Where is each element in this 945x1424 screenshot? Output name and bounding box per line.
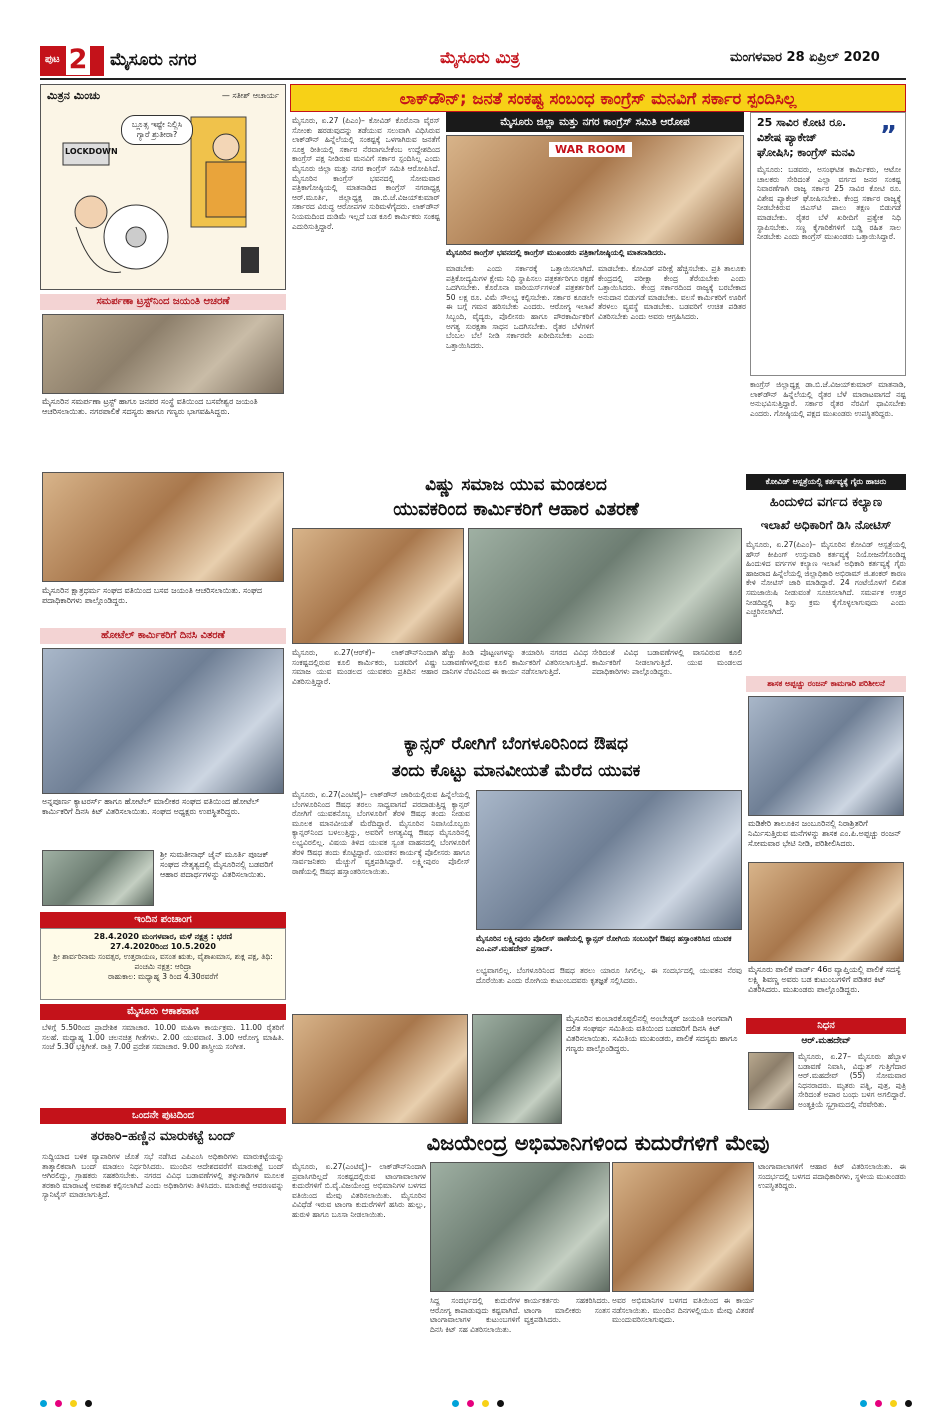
cancer-col-right: ಲಭ್ಯವಾಗಲಿಲ್ಲ. ಬೆಂಗಳೂರಿನಿಂದ ಔಷಧ ತರಲು ಯಾರೂ ಸಿಗಲಿಲ್ಲ. ಈ ಸಂದರ್ಭದಲ್ಲಿ ಯುವಕನ ನೆರವು ದೊರೆಯಿತು ಎಂದು ರೋಗಿಯ ಕುಟುಂಬದವರು ಕೃತಜ್ಞತೆ ಸಲ್ಲಿಸಿದರು.: [476, 966, 742, 985]
lead-photo: [446, 135, 744, 245]
registration-dots-right: [860, 1392, 915, 1411]
cartoon-title: ಮಿತ್ರನ ಮಿಂಚು: [47, 89, 101, 102]
vishnu-photo-1: [292, 528, 464, 644]
ambedkar-photo-1: [292, 1014, 468, 1124]
page-label: ಪುಟ: [45, 54, 60, 65]
page-number: 2: [66, 45, 90, 75]
photo-kshatra: [42, 472, 284, 582]
vishnu-col3: ಸೇರಿದಂತೆ ವಿವಿಧ ಬಡಾವಣೆಗಳಲ್ಲಿ ವಾಸವಿರುವ ಕೂಲಿ ಕಾರ್ಮಿಕರಿಗೆ ನೀಡಲಾಗುತ್ತಿದೆ. ಯುವ ಮಂಡಲದ ಪದಾಧಿಕಾರಿಗಳು ಪಾಲ್ಗೊಂಡಿದ್ದರು.: [592, 648, 742, 677]
ward-caption: ಮೈಸೂರು ಪಾಲಿಕೆ ವಾರ್ಡ್ 46ರ ವ್ಯಾಪ್ತಿಯಲ್ಲಿ ಪಾಲಿಕೆ ಸದಸ್ಯೆ ಲಕ್ಷ್ಮಿ ಶಿವಣ್ಣ ಅವರು ಬಡ ಕುಟುಂಬಗಳಿಗೆ ಪಡಿತರ ಕಿಟ್ ವಿತರಿಸಿದರು. ಮುಖಂಡರು ಪಾಲ್ಗೊಂಡಿದ್ದರು.: [748, 965, 901, 994]
dot-icon: [497, 1400, 504, 1407]
lead-col2: ಮಾಡಬೇಕು ಎಂದು ಸರ್ಕಾರಕ್ಕೆ ಒತ್ತಾಯಿಸಲಾಗಿದೆ. ಪತ್ರಿಕೋದ್ಯಮಿಗಳ ಕ್ಷೇಮ ನಿಧಿ ಸ್ಥಾಪಿಸಲು ಪತ್ರಕರ್ತರಿಗೂ ರಕ್ಷಣೆ ಒದಗಿಸಬೇಕು. ಕೊರೊನಾ ವಾರಿಯರ್ಸ್‌ಗಳಂತೆ ಪತ್ರಕರ್ತರಿಗೆ 50 ಲಕ್ಷ ರೂ. ವಿಮೆ ಸೌಲಭ್ಯ ಕಲ್ಪಿಸಬೇಕು. ಸರ್ಕಾರ ಕೂಡಲೇ ಈ ಬಗ್ಗೆ ಗಮನ ಹರಿಸಬೇಕು ಎಂದರು. ಆರೋಗ್ಯ ಇಲಾಖೆ ಸಿಬ್ಬಂದಿ, ವೈದ್ಯರು, ಪೊಲೀಸರು ಹಾಗೂ ಪೌರಕಾರ್ಮಿಕರಿಗೆ ಅಗತ್ಯ ಸುರಕ್ಷತಾ ಸಾಧನ ಒದಗಿಸಬೇಕು. ರೈತರ ಬೆಳೆಗಳಿಗೆ ಬೆಂಬಲ ಬೆಲೆ ನೀಡಿ ಸರ್ಕಾರವೇ ಖರೀದಿಸಬೇಕು ಎಂದು ಒತ್ತಾಯಿಸಿದರು.: [446, 264, 594, 350]
registration-dots-left: [40, 1392, 95, 1411]
obituary-title: ನಿಧನ: [746, 1018, 906, 1034]
dot-icon: [70, 1400, 77, 1407]
covid-notice-body: ಮೈಸೂರು, ಏ.27(ಪಿಎಂ)– ಮೈಸೂರಿನ ಕೋವಿಡ್ ಆಸ್ಪತ್ರೆಯಲ್ಲಿ ಹೌಸ್ ಕೀಪಿಂಗ್ ಉಸ್ತುವಾರಿ ಕರ್ತವ್ಯಕ್ಕೆ ನಿಯೋಜನೆಗೊಂಡಿದ್ದ ಹಿಂದುಳಿದ ವರ್ಗಗಳ ಕಲ್ಯಾಣ ಇಲಾಖೆ ಅಧಿಕಾರಿ ಕರ್ತವ್ಯಕ್ಕೆ ಗೈರು ಹಾಜರಾದ ಹಿನ್ನೆಲೆಯಲ್ಲಿ ಜಿಲ್ಲಾಧಿಕಾರಿ ಅಭಿರಾಮ್ ಜಿ.ಶಂಕರ್ ಕಾರಣ ಕೇಳಿ ನೋಟಿಸ್ ಜಾರಿ ಮಾಡಿದ್ದಾರೆ. 24 ಗಂಟೆಯೊಳಗೆ ಲಿಖಿತ ಸಮಜಾಯಿಷಿ ನೀಡುವಂತೆ ಸೂಚಿಸಲಾಗಿದೆ. ಸಮರ್ಪಕ ಉತ್ತರ ನೀಡದಿದ್ದಲ್ಲಿ ಶಿಸ್ತು ಕ್ರಮ ಕೈಗೊಳ್ಳಲಾಗುವುದು ಎಂದು ಎಚ್ಚರಿಸಲಾಗಿದೆ.: [746, 540, 906, 617]
war-room-sign: WAR ROOM: [549, 142, 632, 157]
covid-notice-head2: ಇಲಾಖೆ ಅಧಿಕಾರಿಗೆ ಡಿಸಿ ನೋಟಿಸ್: [760, 518, 892, 532]
obituary-body: ಮೈಸೂರು, ಏ.27– ಮೈಸೂರು ಹೆಬ್ಬಾಳ ಬಡಾವಣೆ ನಿವಾಸಿ, ವಿದ್ಯುತ್ ಗುತ್ತಿಗೆದಾರ ಆರ್.ಮಹದೇವ್ (55) ಸೋಮವಾರ ನಿಧನರಾದರು. ಮೃತರು ಪತ್ನಿ, ಪುತ್ರ, ಪುತ್ರಿ ಸೇರಿದಂತೆ ಅಪಾರ ಬಂಧು ಬಳಗ ಅಗಲಿದ್ದಾರೆ. ಅಂತ್ಯಕ್ರಿಯೆ ಸ್ವಗ್ರಾಮದಲ್ಲಿ ನೆರವೇರಿತು.: [798, 1052, 906, 1109]
vijay-col5: ಟಾಂಗಾವಾಲಾಗಳಿಗೆ ಆಹಾರ ಕಿಟ್ ವಿತರಿಸಲಾಯಿತು. ಈ ಸಂದರ್ಭದಲ್ಲಿ ಬಳಗದ ಪದಾಧಿಕಾರಿಗಳು, ಸ್ಥಳೀಯ ಮುಖಂಡರು ಉಪಸ್ಥಿತರಿದ್ದರು.: [758, 1162, 906, 1191]
paper-name: ಮೈಸೂರು ಮಿತ್ರ: [440, 48, 520, 67]
vishnu-col1: ಮೈಸೂರು, ಏ.27(ಆರ್‌ಕೆ)– ಲಾಕ್‌ಡೌನ್‌ನಿಂದಾಗಿ ಸಂಕಷ್ಟದಲ್ಲಿರುವ ಕೂಲಿ ಕಾರ್ಮಿಕರು, ಬಡವರಿಗೆ ವಿಷ್ಣು ಸಮಾಜ ಯುವ ಮಂಡಲದ ಯುವಕರು ಪ್ರತಿದಿನ ಆಹಾರ ವಿತರಿಸುತ್ತಿದ್ದಾರೆ.: [292, 648, 438, 686]
cartoon-author: — ಸತೀಶ್ ಆಚಾರ್ಯ: [221, 91, 279, 100]
registration-dots-center: [452, 1392, 507, 1411]
vishnu-headline-1: ವಿಷ್ಣು ಸಮಾಜ ಯುವ ಮಂಡಲದ: [425, 475, 607, 495]
special-package-box: [750, 112, 906, 376]
ribbon-samarpana: ಸಮರ್ಪಣಾ ಟ್ರಸ್ಟ್‌ನಿಂದ ಜಯಂತಿ ಆಚರಣೆ: [40, 294, 286, 310]
cartoon-speech-bubble: ಬ್ಲೂತ್ಸ ಇಷ್ಟೇ ನಿಲ್ಲಿಸಿ ಗ್ಯಾರೆ ಶ್ರುತೀರಾ?: [121, 115, 193, 145]
cartoon-box: [40, 84, 286, 290]
page-number-box: [40, 46, 104, 76]
vijay-photo-1: [430, 1162, 610, 1292]
cancer-photo: [476, 790, 742, 930]
photo-samarpana: [42, 314, 284, 394]
panchanga-line2: 27.4.2020ರಿಂದ 10.5.2020: [110, 942, 216, 951]
vijay-col3: ಕಾರ್ಯಕರ್ತರು ಸಹಕರಿಸಿದರು. ಟಾಂಗಾ ಮಾಲೀಕರು ಸಂತಸ ವ್ಯಕ್ತಪಡಿಸಿದರು.: [524, 1296, 610, 1325]
photo-jain-sangha: [42, 850, 154, 906]
vijay-col2: ಸಿದ್ದ ಸಂದರ್ಭದಲ್ಲಿ ಕುದುರೆಗಳ ಆರೋಗ್ಯ ಕಾಪಾಡುವುದು ಕಷ್ಟವಾಗಿದೆ. ಟಾಂಗಾವಾಲಾಗಳ ಕುಟುಂಬಗಳಿಗೆ ದಿನಸಿ ಕಿಟ್ ಸಹ ವಿತರಿಸಲಾಯಿತು.: [430, 1296, 520, 1334]
dot-icon: [467, 1400, 474, 1407]
covid-notice-head1: ಹಿಂದುಳಿದ ವರ್ಗದ ಕಲ್ಯಾಣ: [769, 495, 883, 510]
ward-photo: [748, 862, 904, 962]
package-title-b: ವಿಶೇಷ ಪ್ಯಾಕೇಜ್: [757, 131, 818, 144]
lead-col1: ಮೈಸೂರು, ಏ.27 (ಪಿಎಂ)– ಕೋವಿಡ್ ಕೊರೊನಾ ವೈರಸ್ ಸೋಂಕು ಹರಡುವುದನ್ನು ತಡೆಯುವ ಸಲುವಾಗಿ ವಿಧಿಸಿರುವ ಲಾಕ್‌ಡೌನ್ ಹಿನ್ನೆಲೆಯಲ್ಲಿ ಸಂಕಷ್ಟಕ್ಕೆ ಒಳಗಾಗಿರುವ ಜನತೆಗೆ ಸೂಕ್ತ ರೀತಿಯಲ್ಲಿ ಸರ್ಕಾರ ನೆರವಾಗಬೇಕೆಂಬ ಉದ್ದೇಶದಿಂದ ಕಾಂಗ್ರೆಸ್ ಪಕ್ಷ ನೀಡಿರುವ ಮನವಿಗೆ ಸರ್ಕಾರ ಸ್ಪಂದಿಸಿಲ್ಲ ಎಂದು ಮೈಸೂರು ಜಿಲ್ಲಾ ಮತ್ತು ನಗರ ಕಾಂಗ್ರೆಸ್ ಸಮಿತಿ ಆರೋಪಿಸಿದೆ. ಮೈಸೂರಿನ ಕಾಂಗ್ರೆಸ್ ಭವನದಲ್ಲಿ ಸೋಮವಾರ ಪತ್ರಿಕಾಗೋಷ್ಠಿಯಲ್ಲಿ ಮಾತನಾಡಿದ ಕಾಂಗ್ರೆಸ್ ನಗರಾಧ್ಯಕ್ಷ ಆರ್.ಮೂರ್ತಿ, ಜಿಲ್ಲಾಧ್ಯಕ್ಷ ಡಾ.ಬಿ.ಜೆ.ವಿಜಯ್‌ಕುಮಾರ್ ಸರ್ಕಾರದ ವಿರುದ್ಧ ಆರೋಪಗಳ ಸುರಿಮಳೆಗೈದರು. ಲಾಕ್‌ಡೌನ್ ನಿಯಮದಿಂದ ದುಡಿಮೆ ಇಲ್ಲದೆ ಬಡ ಕೂಲಿ ಕಾರ್ಮಿಕರು ಸಂಕಷ್ಟ ಎದುರಿಸುತ್ತಿದ್ದಾರೆ.: [292, 116, 440, 231]
dot-icon: [55, 1400, 62, 1407]
quote-mark-icon: ”: [879, 121, 897, 151]
masthead-rule: [40, 78, 906, 80]
covid-ribbon: ಕೋವಿಡ್ ಆಸ್ಪತ್ರೆಯಲ್ಲಿ ಕರ್ತವ್ಯಕ್ಕೆ ಗೈರು ಹಾಜರು: [746, 474, 906, 490]
lead-headline: ಲಾಕ್‌ಡೌನ್; ಜನತೆ ಸಂಕಷ್ಟ ಸಂಬಂಧ ಕಾಂಗ್ರೆಸ್ ಮನವಿಗೆ ಸರ್ಕಾರ ಸ್ಪಂದಿಸಿಲ್ಲ: [290, 84, 906, 112]
ambedkar-caption: ಮೈಸೂರಿನ ಕುಂಬಾರಕೊಪ್ಪಲಿನಲ್ಲಿ ಅಂಬೇಡ್ಕರ್ ಜಯಂತಿ ಅಂಗವಾಗಿ ದಲಿತ ಸಂಘರ್ಷ ಸಮಿತಿಯ ವತಿಯಿಂದ ಬಡವರಿಗೆ ದಿನಸಿ ಕಿಟ್ ವಿತರಿಸಲಾಯಿತು. ಸಮಿತಿಯ ಮುಖಂಡರು, ಪಾಲಿಕೆ ಸದಸ್ಯರು ಹಾಗೂ ಗಣ್ಯರು ಪಾಲ್ಗೊಂಡಿದ್ದರು.: [566, 1014, 738, 1053]
cancer-photo-caption: ಮೈಸೂರಿನ ಲಕ್ಷ್ಮೀಪುರಂ ಪೊಲೀಸ್ ಠಾಣೆಯಲ್ಲಿ ಕ್ಯಾನ್ಸರ್ ರೋಗಿಯ ಸಂಬಂಧಿಗೆ ಔಷಧ ಹಸ್ತಾಂತರಿಸಿದ ಯುವಕ ಎಂ.ಎನ್.ಮಹದೇವ್ ಪ್ರಸಾದ್.: [476, 934, 732, 953]
mla-ribbon: ಶಾಸಕ ಅಪ್ಪಚ್ಚು ರಂಜನ್ ಕಾಮಗಾರಿ ಪರಿಶೀಲನೆ: [746, 676, 906, 692]
mla-photo: [748, 696, 904, 816]
vijay-headline: ವಿಜಯೇಂದ್ರ ಅಭಿಮಾನಿಗಳಿಂದ ಕುದುರೆಗಳಿಗೆ ಮೇವು: [426, 1131, 770, 1155]
panchanga-line1: 28.4.2020 ಮಂಗಳವಾರ, ಮಳೆ ನಕ್ಷತ್ರ : ಭರಣಿ: [93, 932, 233, 941]
photo-hotel-workers: [42, 648, 284, 794]
package-title-c: ಘೋಷಿಸಿ; ಕಾಂಗ್ರೆಸ್ ಮನವಿ: [757, 146, 855, 159]
vishnu-col2: ಹೆಚ್ಚು ತಿಂಡಿ ಪೊಟ್ಟಣಗಳನ್ನು ತಯಾರಿಸಿ ನಗರದ ವಿವಿಧ ಬಡಾವಣೆಗಳಲ್ಲಿರುವ ಕೂಲಿ ಕಾರ್ಮಿಕರಿಗೆ ವಿತರಿಸಲಾಗುತ್ತಿದೆ. ದಾನಿಗಳ ನೆರವಿನಿಂದ ಈ ಕಾರ್ಯ ನಡೆಸಲಾಗುತ್ತಿದೆ.: [442, 648, 588, 677]
dot-icon: [905, 1400, 912, 1407]
panchanga-line4: ರಾಹುಕಾಲ: ಮಧ್ಯಾಹ್ನ 3 ರಿಂದ 4.30ರವರೆಗೆ: [107, 972, 219, 981]
mla-caption: ಮಡಿಕೇರಿ ತಾಲೂಕಿನ ಜಂಬೂರಿನಲ್ಲಿ ನಿರಾಶ್ರಿತರಿಗೆ ನಿರ್ಮಿಸುತ್ತಿರುವ ಮನೆಗಳನ್ನು ಶಾಸಕ ಎಂ.ಪಿ.ಅಪ್ಪಚ್ಚು ರಂಜನ್ ಸೋಮವಾರ ಭೇಟಿ ನೀಡಿ, ಪರಿಶೀಲಿಸಿದರು.: [748, 819, 902, 848]
vishnu-headline-2: ಯುವಕರಿಂದ ಕಾರ್ಮಿಕರಿಗೆ ಆಹಾರ ವಿತರಣೆ: [393, 499, 639, 520]
cartoon-lockdown-sign: LOCKDOWN: [65, 147, 118, 156]
cancer-headline-2: ತಂದು ಕೊಟ್ಟು ಮಾನವೀಯತೆ ಮೆರೆದ ಯುವಕ: [391, 761, 641, 781]
package-body: ಮೈಸೂರು: ಬಡವರು, ಅಸಂಘಟಿತ ಕಾರ್ಮಿಕರು, ಆಟೋ ಚಾಲಕರು ಸೇರಿದಂತೆ ಎಲ್ಲಾ ವರ್ಗದ ಜನರ ಸಂಕಷ್ಟ ನಿವಾರಣೆಗಾಗಿ ರಾಜ್ಯ ಸರ್ಕಾರ 25 ಸಾವಿರ ಕೋಟಿ ರೂ. ವಿಶೇಷ ಪ್ಯಾಕೇಜ್ ಘೋಷಿಸಬೇಕು. ಕೇಂದ್ರ ಸರ್ಕಾರ ರಾಜ್ಯಕ್ಕೆ ನೀಡಬೇಕಿರುವ ಜಿಎಸ್‌ಟಿ ಪಾಲು ತಕ್ಷಣ ಬಿಡುಗಡೆ ಮಾಡಬೇಕು. ರೈತರ ಬೆಳೆ ಖರೀದಿಗೆ ಪ್ರತ್ಯೇಕ ನಿಧಿ ಸ್ಥಾಪಿಸಬೇಕು. ಸಣ್ಣ ಕೈಗಾರಿಕೆಗಳಿಗೆ ಬಡ್ಡಿ ರಹಿತ ಸಾಲ ನೀಡಬೇಕು ಎಂದು ಕಾಂಗ್ರೆಸ್ ಮುಖಂಡರು ಒತ್ತಾಯಿಸಿದ್ದಾರೆ.: [757, 165, 901, 242]
cancer-headline-1: ಕ್ಯಾನ್ಸರ್ ರೋಗಿಗೆ ಬೆಂಗಳೂರಿನಿಂದ ಔಷಧ: [403, 734, 629, 754]
panchanga-box: [40, 928, 286, 1000]
issue-date: ಮಂಗಳವಾರ 28 ಏಪ್ರಿಲ್ 2020: [730, 50, 880, 65]
ribbon-hotel-workers: ಹೋಟೆಲ್ ಕಾರ್ಮಿಕರಿಗೆ ದಿನಸಿ ವಿತರಣೆ: [40, 628, 286, 644]
obituary-portrait: [748, 1052, 794, 1110]
radio-title: ಮೈಸೂರು ಆಕಾಶವಾಣಿ: [40, 1004, 286, 1020]
dot-icon: [890, 1400, 897, 1407]
lead-col3: ಮಾಡಬೇಕು. ಕೋವಿಡ್ ಪರೀಕ್ಷೆ ಹೆಚ್ಚಿಸಬೇಕು. ಪ್ರತಿ ತಾಲೂಕು ಕೇಂದ್ರದಲ್ಲಿ ಪರೀಕ್ಷಾ ಕೇಂದ್ರ ತೆರೆಯಬೇಕು ಎಂದು ಒತ್ತಾಯಿಸಿದರು. ಕೇಂದ್ರ ಸರ್ಕಾರದಿಂದ ರಾಜ್ಯಕ್ಕೆ ಬರಬೇಕಾದ ಅನುದಾನ ಬಿಡುಗಡೆ ಮಾಡಬೇಕು. ವಲಸೆ ಕಾರ್ಮಿಕರಿಗೆ ಊರಿಗೆ ತೆರಳಲು ವ್ಯವಸ್ಥೆ ಮಾಡಬೇಕು. ಬಡವರಿಗೆ ಉಚಿತ ಪಡಿತರ ವಿತರಿಸಬೇಕು ಎಂದು ಅವರು ಆಗ್ರಹಿಸಿದರು.: [598, 264, 746, 321]
vijay-col4: ಅವರ ಅಭಿಮಾನಿಗಳ ಬಳಗದ ವತಿಯಿಂದ ಈ ಕಾರ್ಯ ನಡೆಸಲಾಯಿತು. ಮುಂದಿನ ದಿನಗಳಲ್ಲಿಯೂ ಮೇವು ವಿತರಣೆ ಮುಂದುವರಿಸಲಾಗುವುದು.: [612, 1296, 754, 1325]
dot-icon: [860, 1400, 867, 1407]
dot-icon: [85, 1400, 92, 1407]
vijay-photo-2: [612, 1162, 754, 1292]
panchanga-title: ಇಂದಿನ ಪಂಚಾಂಗ: [40, 912, 286, 928]
caption-hotel-workers: ಅನ್ನಪೂರ್ಣ ಕ್ಯಾಟರರ್ಸ್ ಹಾಗೂ ಹೋಟೆಲ್ ಮಾಲೀಕರ ಸಂಘದ ವತಿಯಿಂದ ಹೋಟೆಲ್ ಕಾರ್ಮಿಕರಿಗೆ ದಿನಸಿ ಕಿಟ್ ವಿತರಿಸಲಾಯಿತು. ಸಂಘದ ಅಧ್ಯಕ್ಷರು ಉಪಸ್ಥಿತರಿದ್ದರು.: [42, 797, 260, 816]
panchanga-line3: ಶ್ರೀ ಶಾರ್ವರಿನಾಮ ಸಂವತ್ಸರ, ಉತ್ತರಾಯಣ, ವಸಂತ ಋತು, ವೈಶಾಖಮಾಸ, ಶುಕ್ಲ ಪಕ್ಷ, ತಿಥಿ: ಪಂಚಮಿ ನಕ್ಷತ್ರ: ಆರಿದ್ರಾ: [53, 952, 273, 971]
dot-icon: [482, 1400, 489, 1407]
package-title-a: 25 ಸಾವಿರ ಕೋಟಿ ರೂ.: [757, 116, 847, 129]
lead-subhead: ಮೈಸೂರು ಜಿಲ್ಲಾ ಮತ್ತು ನಗರ ಕಾಂಗ್ರೆಸ್ ಸಮಿತಿ ಆರೋಪ: [446, 112, 744, 132]
vishnu-photo-2: [468, 528, 742, 644]
dot-icon: [875, 1400, 882, 1407]
section-name: ಮೈಸೂರು ನಗರ: [110, 50, 197, 70]
obituary-name: ಆರ್.ಮಹದೇವ್: [801, 1036, 851, 1046]
dot-icon: [40, 1400, 47, 1407]
lead-continued: ಕಾಂಗ್ರೆಸ್ ಜಿಲ್ಲಾಧ್ಯಕ್ಷ ಡಾ.ಬಿ.ಜೆ.ವಿಜಯ್‌ಕುಮಾರ್ ಮಾತನಾಡಿ, ಲಾಕ್‌ಡೌನ್ ಹಿನ್ನೆಲೆಯಲ್ಲಿ ರೈತರ ಬೆಳೆ ಮಾರಾಟವಾಗದೆ ನಷ್ಟ ಅನುಭವಿಸುತ್ತಿದ್ದಾರೆ. ಸರ್ಕಾರ ರೈತರ ನೆರವಿಗೆ ಧಾವಿಸಬೇಕು ಎಂದರು. ಗೋಷ್ಠಿಯಲ್ಲಿ ಪಕ್ಷದ ಮುಖಂಡರು ಉಪಸ್ಥಿತರಿದ್ದರು.: [750, 380, 906, 418]
caption-jain-sangha: ಶ್ರೀ ಸುಮತೀನಾಥ್ ಜೈನ್ ಮೂರ್ತಿ ಪೂಜಕ್ ಸಂಘದ ನೇತೃತ್ವದಲ್ಲಿ ಮೈಸೂರಿನಲ್ಲಿ ಬಡವರಿಗೆ ಆಹಾರ ಪದಾರ್ಥಗಳನ್ನು ವಿತರಿಸಲಾಯಿತು.: [160, 850, 274, 879]
caption-kshatra: ಮೈಸೂರಿನ ಕ್ಷಾತ್ರಧರ್ಮ ಸಂಘದ ವತಿಯಿಂದ ಬಸವ ಜಯಂತಿ ಆಚರಿಸಲಾಯಿತು. ಸಂಘದ ಪದಾಧಿಕಾರಿಗಳು ಪಾಲ್ಗೊಂಡಿದ್ದರು.: [42, 586, 263, 605]
lead-photo-caption: ಮೈಸೂರಿನ ಕಾಂಗ್ರೆಸ್ ಭವನದಲ್ಲಿ ಕಾಂಗ್ರೆಸ್ ಮುಖಂಡರು ಪತ್ರಿಕಾಗೋಷ್ಠಿಯಲ್ಲಿ ಮಾತನಾಡಿದರು.: [446, 248, 667, 257]
first-page-title: ಒಂದನೇ ಪುಟದಿಂದ: [40, 1108, 286, 1124]
vijay-col1: ಮೈಸೂರು, ಏ.27(ಎಂಟಿವೈ)– ಲಾಕ್‌ಡೌನ್‌ನಿಂದಾಗಿ ಪ್ರವಾಸಿಗರಿಲ್ಲದೆ ಸಂಕಷ್ಟದಲ್ಲಿರುವ ಟಾಂಗಾವಾಲಾಗಳ ಕುದುರೆಗಳಿಗೆ ಬಿ.ವೈ.ವಿಜಯೇಂದ್ರ ಅಭಿಮಾನಿಗಳ ಬಳಗದ ವತಿಯಿಂದ ಮೇವು ವಿತರಿಸಲಾಯಿತು. ಮೈಸೂರಿನ ವಿವಿಧೆಡೆ ಇರುವ ಟಾಂಗಾ ಕುದುರೆಗಳಿಗೆ ಹಸಿರು ಹುಲ್ಲು, ಹುರುಳಿ ಹಾಗೂ ಬೂಸಾ ನೀಡಲಾಯಿತು.: [292, 1162, 426, 1219]
caption-samarpana: ಮೈಸೂರಿನ ಸಮರ್ಪಣಾ ಟ್ರಸ್ಟ್ ಹಾಗೂ ಜನಪರ ಸಂಸ್ಥೆ ವತಿಯಿಂದ ಬಸವೇಶ್ವರ ಜಯಂತಿ ಆಚರಿಸಲಾಯಿತು. ನಗರಪಾಲಿಕೆ ಸದಸ್ಯರು ಹಾಗೂ ಗಣ್ಯರು ಭಾಗವಹಿಸಿದ್ದರು.: [42, 397, 258, 416]
market-headline: ತರಕಾರಿ–ಹಣ್ಣಿನ ಮಾರುಕಟ್ಟೆ ಬಂದ್: [90, 1129, 236, 1144]
cancer-body: ಮೈಸೂರು, ಏ.27(ಎಂಟಿವೈ)– ಲಾಕ್‌ಡೌನ್ ಜಾರಿಯಲ್ಲಿರುವ ಹಿನ್ನೆಲೆಯಲ್ಲಿ ಬೆಂಗಳೂರಿನಿಂದ ಔಷಧ ತರಲು ಸಾಧ್ಯವಾಗದೆ ಪರದಾಡುತ್ತಿದ್ದ ಕ್ಯಾನ್ಸರ್ ರೋಗಿಗೆ ಯುವಕನೊಬ್ಬ ಬೆಂಗಳೂರಿಗೆ ತೆರಳಿ ಔಷಧ ತಂದು ನೀಡುವ ಮೂಲಕ ಮಾನವೀಯತೆ ಮೆರೆದಿದ್ದಾರೆ. ಮೈಸೂರಿನ ನಿವಾಸಿಯೊಬ್ಬರು ಕ್ಯಾನ್ಸರ್‌ನಿಂದ ಬಳಲುತ್ತಿದ್ದು, ಅವರಿಗೆ ಅಗತ್ಯವಿದ್ದ ಔಷಧ ಮೈಸೂರಿನಲ್ಲಿ ಲಭ್ಯವಿರಲಿಲ್ಲ. ವಿಷಯ ತಿಳಿದ ಯುವಕ ಸ್ವಂತ ವಾಹನದಲ್ಲಿ ಬೆಂಗಳೂರಿಗೆ ತೆರಳಿ ಔಷಧ ತಂದು ಕೊಟ್ಟಿದ್ದಾರೆ. ಯುವಕನ ಕಾರ್ಯಕ್ಕೆ ಪೊಲೀಸರು ಹಾಗೂ ಸಾರ್ವಜನಿಕರು ಮೆಚ್ಚುಗೆ ವ್ಯಕ್ತಪಡಿಸಿದ್ದಾರೆ. ಲಕ್ಷ್ಮೀಪುರಂ ಪೊಲೀಸ್ ಠಾಣೆಯಲ್ಲಿ ಔಷಧ ಹಸ್ತಾಂತರಿಸಲಾಯಿತು.: [292, 790, 470, 876]
market-body: ಸುದ್ದಿಯಾದ ಬಳಿಕ ವ್ಯಾಪಾರಿಗಳ ಜೊತೆ ಸಭೆ ನಡೆಸಿದ ಎಪಿಎಂಸಿ ಅಧಿಕಾರಿಗಳು ಮಾರುಕಟ್ಟೆಯನ್ನು ತಾತ್ಕಾಲಿಕವಾಗಿ ಬಂದ್ ಮಾಡಲು ನಿರ್ಧರಿಸಿದರು. ಮುಂದಿನ ಆದೇಶದವರೆಗೆ ಮಾರುಕಟ್ಟೆ ಬಂದ್ ಆಗಿರಲಿದ್ದು, ಗ್ರಾಹಕರು ಸಹಕರಿಸಬೇಕು. ನಗರದ ವಿವಿಧ ಬಡಾವಣೆಗಳಲ್ಲಿ ತಳ್ಳುಗಾಡಿಗಳ ಮೂಲಕ ತರಕಾರಿ ಮಾರಾಟಕ್ಕೆ ಅವಕಾಶ ಕಲ್ಪಿಸಲಾಗಿದೆ ಎಂದು ಅಧಿಕಾರಿಗಳು ತಿಳಿಸಿದರು. ಮಾರುಕಟ್ಟೆ ಆವರಣವನ್ನು ಸ್ಯಾನಿಟೈಸ್ ಮಾಡಲಾಗುತ್ತಿದೆ.: [42, 1152, 284, 1200]
dot-icon: [452, 1400, 459, 1407]
radio-schedule: ಬೆಳಿಗ್ಗೆ 5.50ರಿಂದ ಪ್ರಾದೇಶಿಕ ಸಮಾಚಾರ. 10.00 ಮಹಿಳಾ ಕಾರ್ಯಕ್ರಮ. 11.00 ರೈತರಿಗೆ ಸಲಹೆ. ಮಧ್ಯಾಹ್ನ 1.00 ಚಲನಚಿತ್ರ ಗೀತೆಗಳು. 2.00 ಯುವವಾಣಿ. 3.00 ಆರೋಗ್ಯ ಮಾಹಿತಿ. ಸಂಜೆ 5.30 ಭಕ್ತಿಗೀತೆ. ರಾತ್ರಿ 7.00 ಪ್ರದೇಶ ಸಮಾಚಾರ. 9.00 ಶಾಸ್ತ್ರೀಯ ಸಂಗೀತ.: [42, 1023, 284, 1052]
ambedkar-photo-2: [472, 1014, 562, 1124]
